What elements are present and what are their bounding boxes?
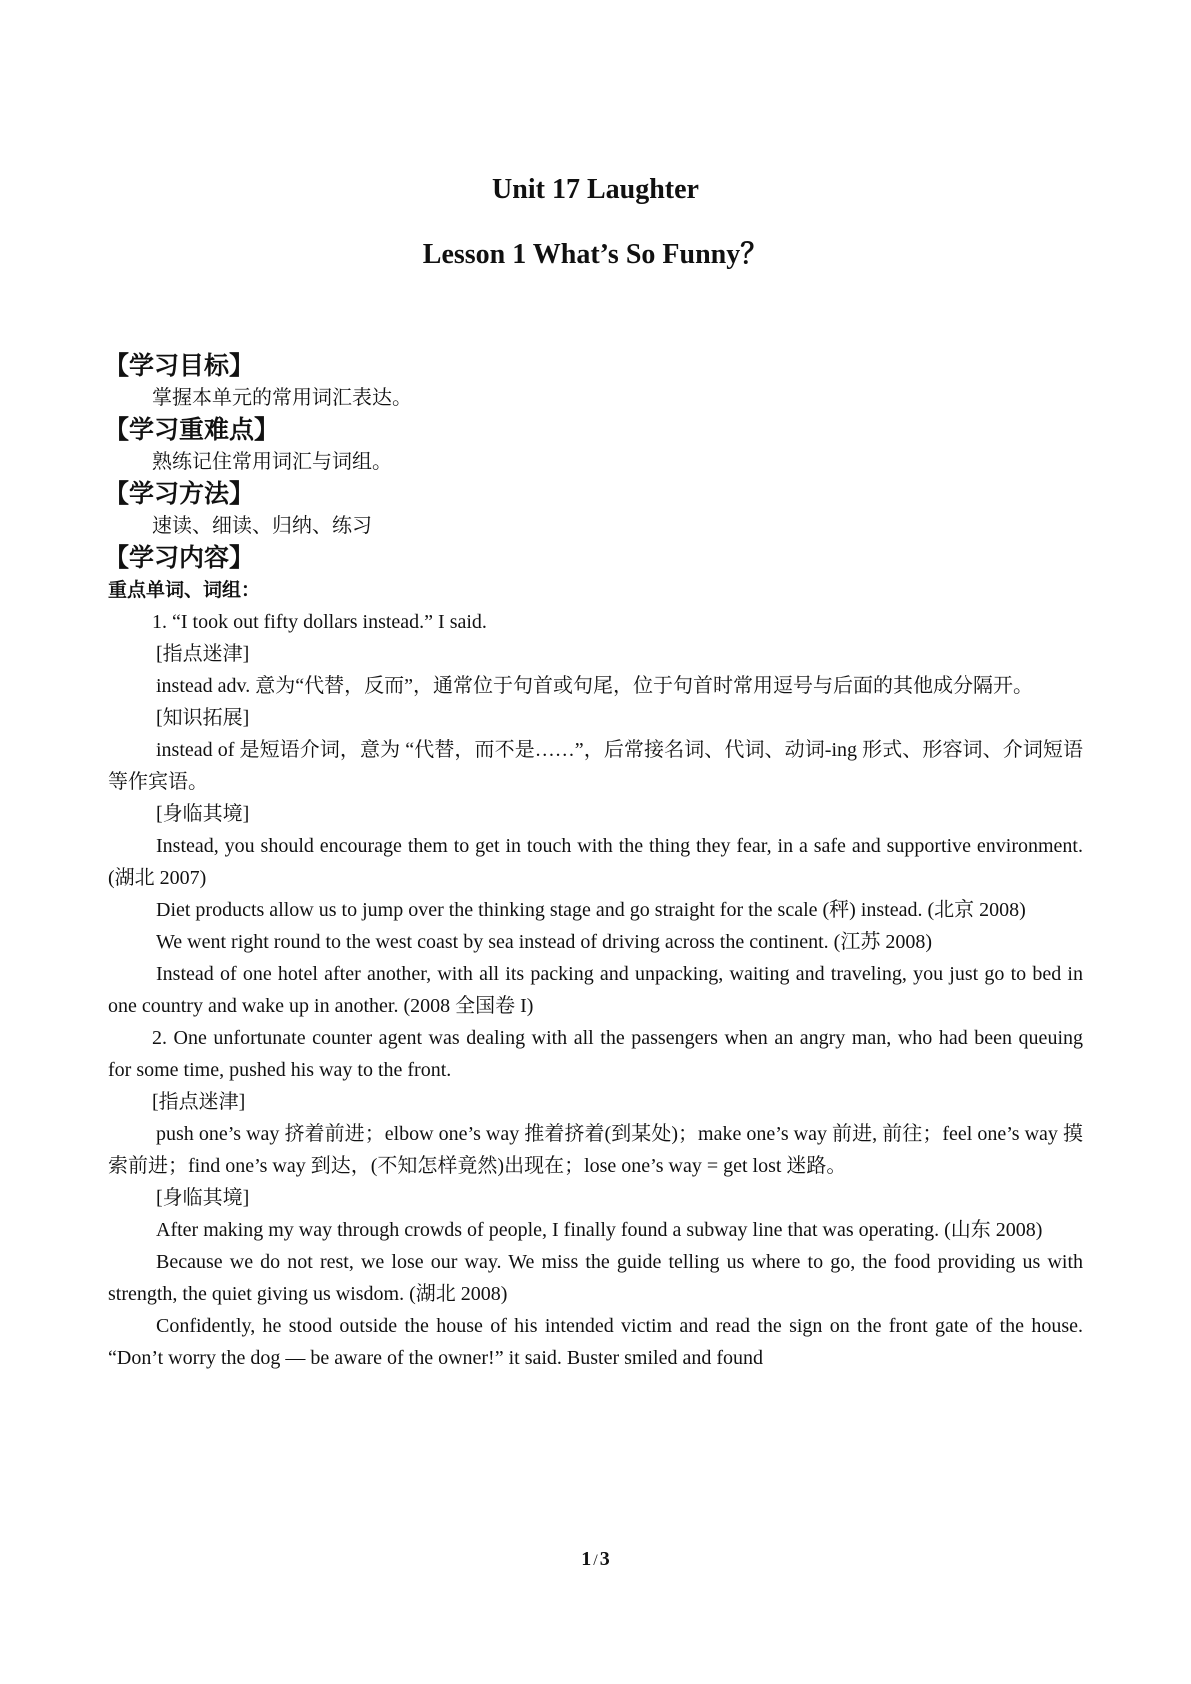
page-current: 1 xyxy=(581,1548,592,1570)
section-heading-content: 【学习内容】 xyxy=(104,543,255,572)
section-heading-key-points: 【学习重难点】 xyxy=(104,415,280,444)
item-1-context-tag: [身临其境] xyxy=(156,803,250,825)
item-1-sentence: 1. “I took out fifty dollars instead.” I said. xyxy=(152,611,487,633)
item-2-context-tag: [身临其境] xyxy=(156,1187,250,1209)
vocab-heading: 重点单词、词组： xyxy=(108,579,261,601)
item-2-example: Confidently, he stood outside the house of his intended victim and read the sign on the front gate of the house. “Don’t worry the dog — be aware of the owner!” it said. Buster smiled and found xyxy=(108,1315,1083,1369)
section-text-objectives: 掌握本单元的常用词汇表达。 xyxy=(152,387,412,409)
section-text-methods: 速读、细读、归纳、练习 xyxy=(152,515,372,537)
item-1-example: Instead, you should encourage them to get in touch with the thing they fear, in a safe and supportive environment. (湖北 2007) xyxy=(108,835,1083,889)
item-1-extension-tag: [知识拓展] xyxy=(156,707,250,729)
item-1-example: Instead of one hotel after another, with all its packing and unpacking, waiting and traveling, you just go to bed in one country and wake up in another. (2008 全国卷 I) xyxy=(108,963,1083,1017)
page-number xyxy=(0,1545,1191,1575)
document-title: Unit 17 Laughter xyxy=(492,174,699,205)
item-2-pointers-text: push one’s way 挤着前进；elbow one’s way 推着挤着(到某处)；make one’s way 前进, 前往；feel one’s way 摸索前进；find one’s way 到达，(不知怎样竟然)出现在；lose one’s way = get lost 迷路。 xyxy=(108,1123,1083,1177)
section-heading-objectives: 【学习目标】 xyxy=(104,351,255,380)
item-1-pointers-text: instead adv. 意为“代替，反而”，通常位于句首或句尾，位于句首时常用逗号与后面的其他成分隔开。 xyxy=(156,675,1033,697)
item-1-example: We went right round to the west coast by sea instead of driving across the continent. (江苏 2008) xyxy=(156,931,932,953)
item-2-pointers-tag: [指点迷津] xyxy=(152,1091,246,1113)
item-1-example: Diet products allow us to jump over the thinking stage and go straight for the scale (秤) instead. (北京 2008) xyxy=(156,899,1026,921)
item-2-sentence: 2. One unfortunate counter agent was dealing with all the passengers when an angry man, who had been queuing for some time, pushed his way to the front. xyxy=(108,1027,1083,1081)
item-1-extension-text: instead of 是短语介词，意为 “代替，而不是……”，后常接名词、代词、动词-ing 形式、形容词、介词短语等作宾语。 xyxy=(108,739,1083,793)
section-heading-methods: 【学习方法】 xyxy=(104,479,255,508)
document-body xyxy=(104,350,1083,1374)
item-2-example: Because we do not rest, we lose our way. We miss the guide telling us where to go, the food providing us with strength, the quiet giving us wisdom. (湖北 2008) xyxy=(108,1251,1083,1305)
lesson-title: Lesson 1 What’s So Funny？ xyxy=(422,239,769,270)
page-separator: / xyxy=(593,1552,598,1569)
item-2-example: After making my way through crowds of people, I finally found a subway line that was operating. (山东 2008) xyxy=(156,1219,1043,1241)
section-text-key-points: 熟练记住常用词汇与词组。 xyxy=(152,451,392,473)
item-1-pointers-tag: [指点迷津] xyxy=(156,643,250,665)
page-total: 3 xyxy=(599,1548,610,1570)
